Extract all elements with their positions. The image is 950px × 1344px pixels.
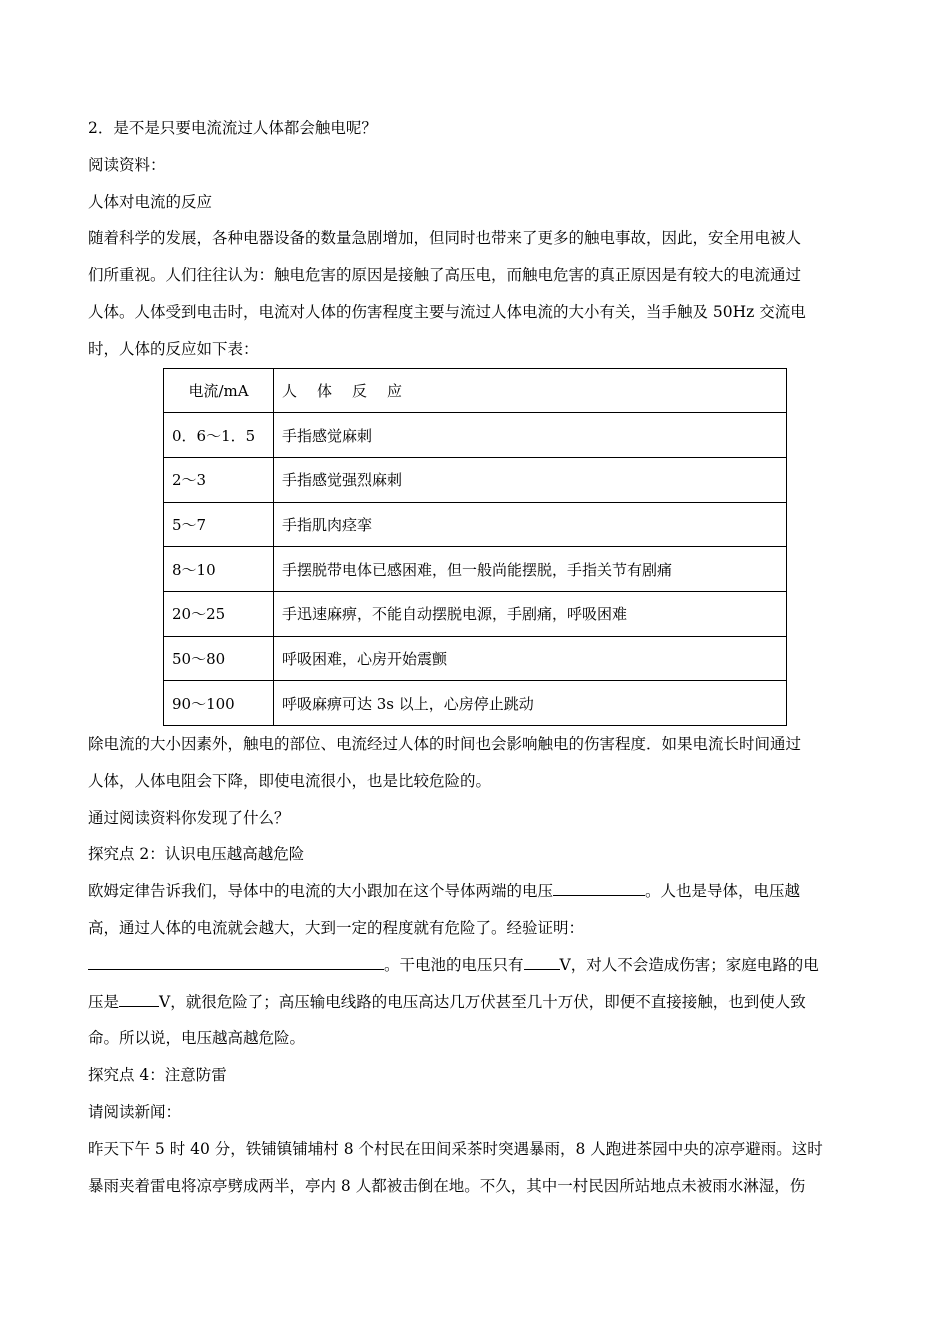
cell-current: 50～80 (164, 636, 274, 681)
after-table-line: 人体，人体电阻会下降，即使电流很小，也是比较危险的。 (88, 771, 492, 790)
cell-current: 8～10 (164, 547, 274, 592)
cell-response: 呼吸困难，心房开始震颤 (274, 636, 787, 681)
table-row (164, 413, 787, 458)
ohm-text: 。干电池的电压只有 (384, 955, 524, 974)
table-row (164, 592, 787, 637)
table-row (164, 636, 787, 681)
fill-blank-battery-voltage[interactable] (524, 954, 560, 970)
ohm-text: 压是 (88, 992, 120, 1011)
news-label: 请阅读新闻： (88, 1103, 182, 1122)
discover-question: 通过阅读资料你发现了什么？ (88, 808, 290, 827)
intro-line: 人体。人体受到电击时，电流对人体的伤害程度主要与流过人体电流的大小有关，当手触及 50Hz 交流电 (88, 302, 806, 321)
ohm-text: 欧姆定律告诉我们，导体中的电流的大小跟加在这个导体两端的电压 (88, 882, 554, 901)
fill-blank-relation[interactable] (553, 880, 645, 896)
cell-current: 20～25 (164, 592, 274, 637)
cell-response: 手指感觉强烈麻刺 (274, 457, 787, 502)
ohm-text: V，对人不会造成伤害；家庭电路的电 (559, 955, 819, 974)
table-row (164, 681, 787, 726)
table-header-row (164, 368, 787, 413)
question-heading: 2．是不是只要电流流过人体都会触电呢？ (88, 119, 377, 137)
news-line: 暴雨夹着雷电将凉亭劈成两半，亭内 8 人都被击倒在地。不久，其中一村民因所站地点未被雨水淋湿，伤 (88, 1176, 806, 1195)
ohm-line-4 (88, 984, 862, 1021)
fill-blank-safe-voltage[interactable] (88, 954, 384, 970)
document-page (88, 110, 862, 1204)
ohm-line-2: 高，通过人体的电流就会越大，大到一定的程度就有危险了。经验证明： (88, 919, 585, 938)
cell-current: 0．6～1．5 (164, 413, 274, 458)
intro-line: 随着科学的发展，各种电器设备的数量急剧增加，但同时也带来了更多的触电事故，因此，安全用电被人 (88, 229, 802, 248)
cell-response: 手迅速麻痹，不能自动摆脱电源，手剧痛，呼吸困难 (274, 592, 787, 637)
point2-title: 探究点 2：认识电压越高越危险 (88, 845, 305, 864)
table-row (164, 457, 787, 502)
table-row (164, 547, 787, 592)
article-title: 人体对电流的反应 (88, 192, 213, 211)
intro-line: 们所重视。人们往往认为：触电危害的原因是接触了高压电，而触电危害的真正原因是有较大的电流通过 (88, 266, 802, 285)
cell-current: 5～7 (164, 502, 274, 547)
cell-response: 手指肌肉痉挛 (274, 502, 787, 547)
ohm-line-5: 命。所以说，电压越高越危险。 (88, 1029, 306, 1048)
after-table-line: 除电流的大小因素外，触电的部位、电流经过人体的时间也会影响触电的伤害程度．如果电流长时间通过 (88, 735, 802, 754)
header-current: 电流/mA (164, 368, 274, 413)
header-response: 人体反应 (274, 368, 787, 413)
table-row (164, 502, 787, 547)
cell-response: 呼吸麻痹可达 3s 以上，心房停止跳动 (274, 681, 787, 726)
ohm-text: 。人也是导体，电压越 (645, 882, 801, 901)
intro-line: 时，人体的反应如下表： (88, 339, 259, 358)
fill-blank-household-voltage[interactable] (119, 991, 159, 1007)
cell-response: 手指感觉麻刺 (274, 413, 787, 458)
news-line: 昨天下午 5 时 40 分，铁铺镇铺埔村 8 个村民在田间采茶时突遇暴雨，8 人跑进茶园中央的凉亭避雨。这时 (88, 1139, 823, 1158)
ohm-line-1 (88, 873, 862, 910)
ohm-line-3 (88, 947, 862, 984)
cell-response: 手摆脱带电体已感困难，但一般尚能摆脱，手指关节有剧痛 (274, 547, 787, 592)
cell-current: 90～100 (164, 681, 274, 726)
point4-title: 探究点 4：注意防雷 (88, 1066, 227, 1085)
reading-label: 阅读资料： (88, 155, 166, 174)
ohm-text: V，就很危险了；高压输电线路的电压高达几万伏甚至几十万伏，即便不直接接触，也到使人致 (159, 992, 806, 1011)
current-response-table (163, 368, 787, 727)
cell-current: 2～3 (164, 457, 274, 502)
